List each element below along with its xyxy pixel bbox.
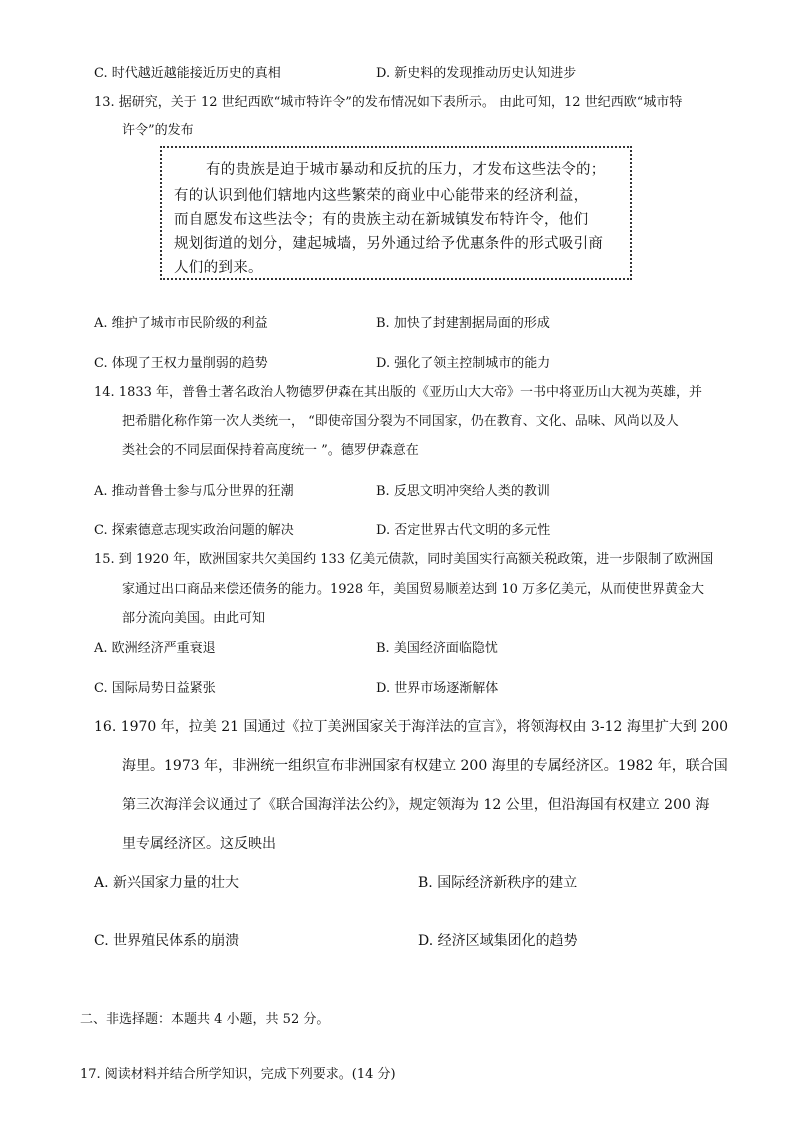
q13-quote-box — [160, 146, 632, 280]
q16-option-a: A. 新兴国家力量的壮大 — [94, 875, 240, 891]
q13-option-c: C. 体现了王权力量削弱的趋势 — [94, 356, 268, 371]
quote-line: 而自愿发布这些法令；有的贵族主动在新城镇发布特许令，他们 — [174, 212, 589, 228]
q13-option-d: D. 强化了领主控制城市的能力 — [376, 356, 551, 371]
q16-line3: 第三次海洋会议通过了《联合国海洋法公约》，规定领海为 12 公里，但沿海国有权建立 200 海 — [122, 797, 710, 813]
q15-line3: 部分流向美国。由此可知 — [122, 611, 266, 626]
q16-line4: 里专属经济区。这反映出 — [122, 836, 276, 852]
quote-line: 有的认识到他们辖地内这些繁荣的商业中心能带来的经济利益， — [174, 188, 589, 204]
q14-option-c: C. 探索德意志现实政治问题的解决 — [94, 523, 294, 538]
q12-option-d: D. 新史料的发现推动历史认知进步 — [376, 66, 577, 81]
q15-line1: 15. 到 1920 年，欧洲国家共欠美国约 133 亿美元债款，同时美国实行高额关税政策，进一步限制了欧洲国 — [94, 552, 714, 567]
q14-option-d: D. 否定世界古代文明的多元性 — [376, 523, 551, 538]
q16-option-b: B. 国际经济新秩序的建立 — [418, 875, 578, 891]
q14-line3: 类社会的不同层面保持着高度统一 ”。德罗伊森意在 — [122, 443, 419, 458]
section-heading: 二、非选择题：本题共 4 小题，共 52 分。 — [80, 1012, 330, 1027]
quote-line: 有的贵族是迫于城市暴动和反抗的压力，才发布这些法令的； — [206, 162, 606, 178]
q16-line1: 16. 1970 年，拉美 21 国通过《拉丁美洲国家关于海洋法的宣言》，将领海权由 3-12 海里扩大到 200 — [94, 719, 729, 735]
q16-line2: 海里。1973 年，非洲统一组织宣布非洲国家有权建立 200 海里的专属经济区。1982 年，联合国 — [122, 758, 728, 774]
q13-option-b: B. 加快了封建割据局面的形成 — [376, 316, 550, 331]
q13-stem-line2: 许令”的发布 — [122, 123, 194, 138]
quote-line: 人们的到来。 — [174, 260, 263, 276]
q14-line2: 把希腊化称作第一次人类统一， “即使帝国分裂为不同国家，仍在教育、文化、品味、风尚以及人 — [122, 414, 679, 429]
q17-stem: 17. 阅读材料并结合所学知识，完成下列要求。(14 分) — [80, 1067, 396, 1082]
q15-line2: 家通过出口商品来偿还债务的能力。1928 年，美国贸易顺差达到 10 万多亿美元，从而使世界黄金大 — [122, 582, 705, 597]
q15-option-c: C. 国际局势日益紧张 — [94, 681, 216, 696]
q15-option-d: D. 世界市场逐渐解体 — [376, 681, 499, 696]
q15-option-a: A. 欧洲经济严重衰退 — [94, 641, 216, 656]
q13-option-a: A. 维护了城市市民阶级的利益 — [94, 316, 268, 331]
q16-option-d: D. 经济区域集团化的趋势 — [418, 933, 578, 949]
q13-stem-line1: 13. 据研究，关于 12 世纪西欧“城市特许令”的发布情况如下表所示。 由此可知，12 世纪西欧“城市特 — [94, 95, 683, 110]
q16-option-c: C. 世界殖民体系的崩溃 — [94, 933, 240, 949]
q15-option-b: B. 美国经济面临隐忧 — [376, 641, 498, 656]
q14-option-a: A. 推动普鲁士参与瓜分世界的狂潮 — [94, 484, 294, 499]
quote-line: 规划街道的划分，建起城墙，另外通过给予优惠条件的形式吸引商 — [174, 236, 604, 252]
q14-option-b: B. 反思文明冲突给人类的教训 — [376, 484, 550, 499]
q14-line1: 14. 1833 年，普鲁士著名政治人物德罗伊森在其出版的《亚历山大大帝》一书中将亚历山大视为英雄，并 — [94, 385, 703, 400]
q12-option-c: C. 时代越近越能接近历史的真相 — [94, 66, 281, 81]
